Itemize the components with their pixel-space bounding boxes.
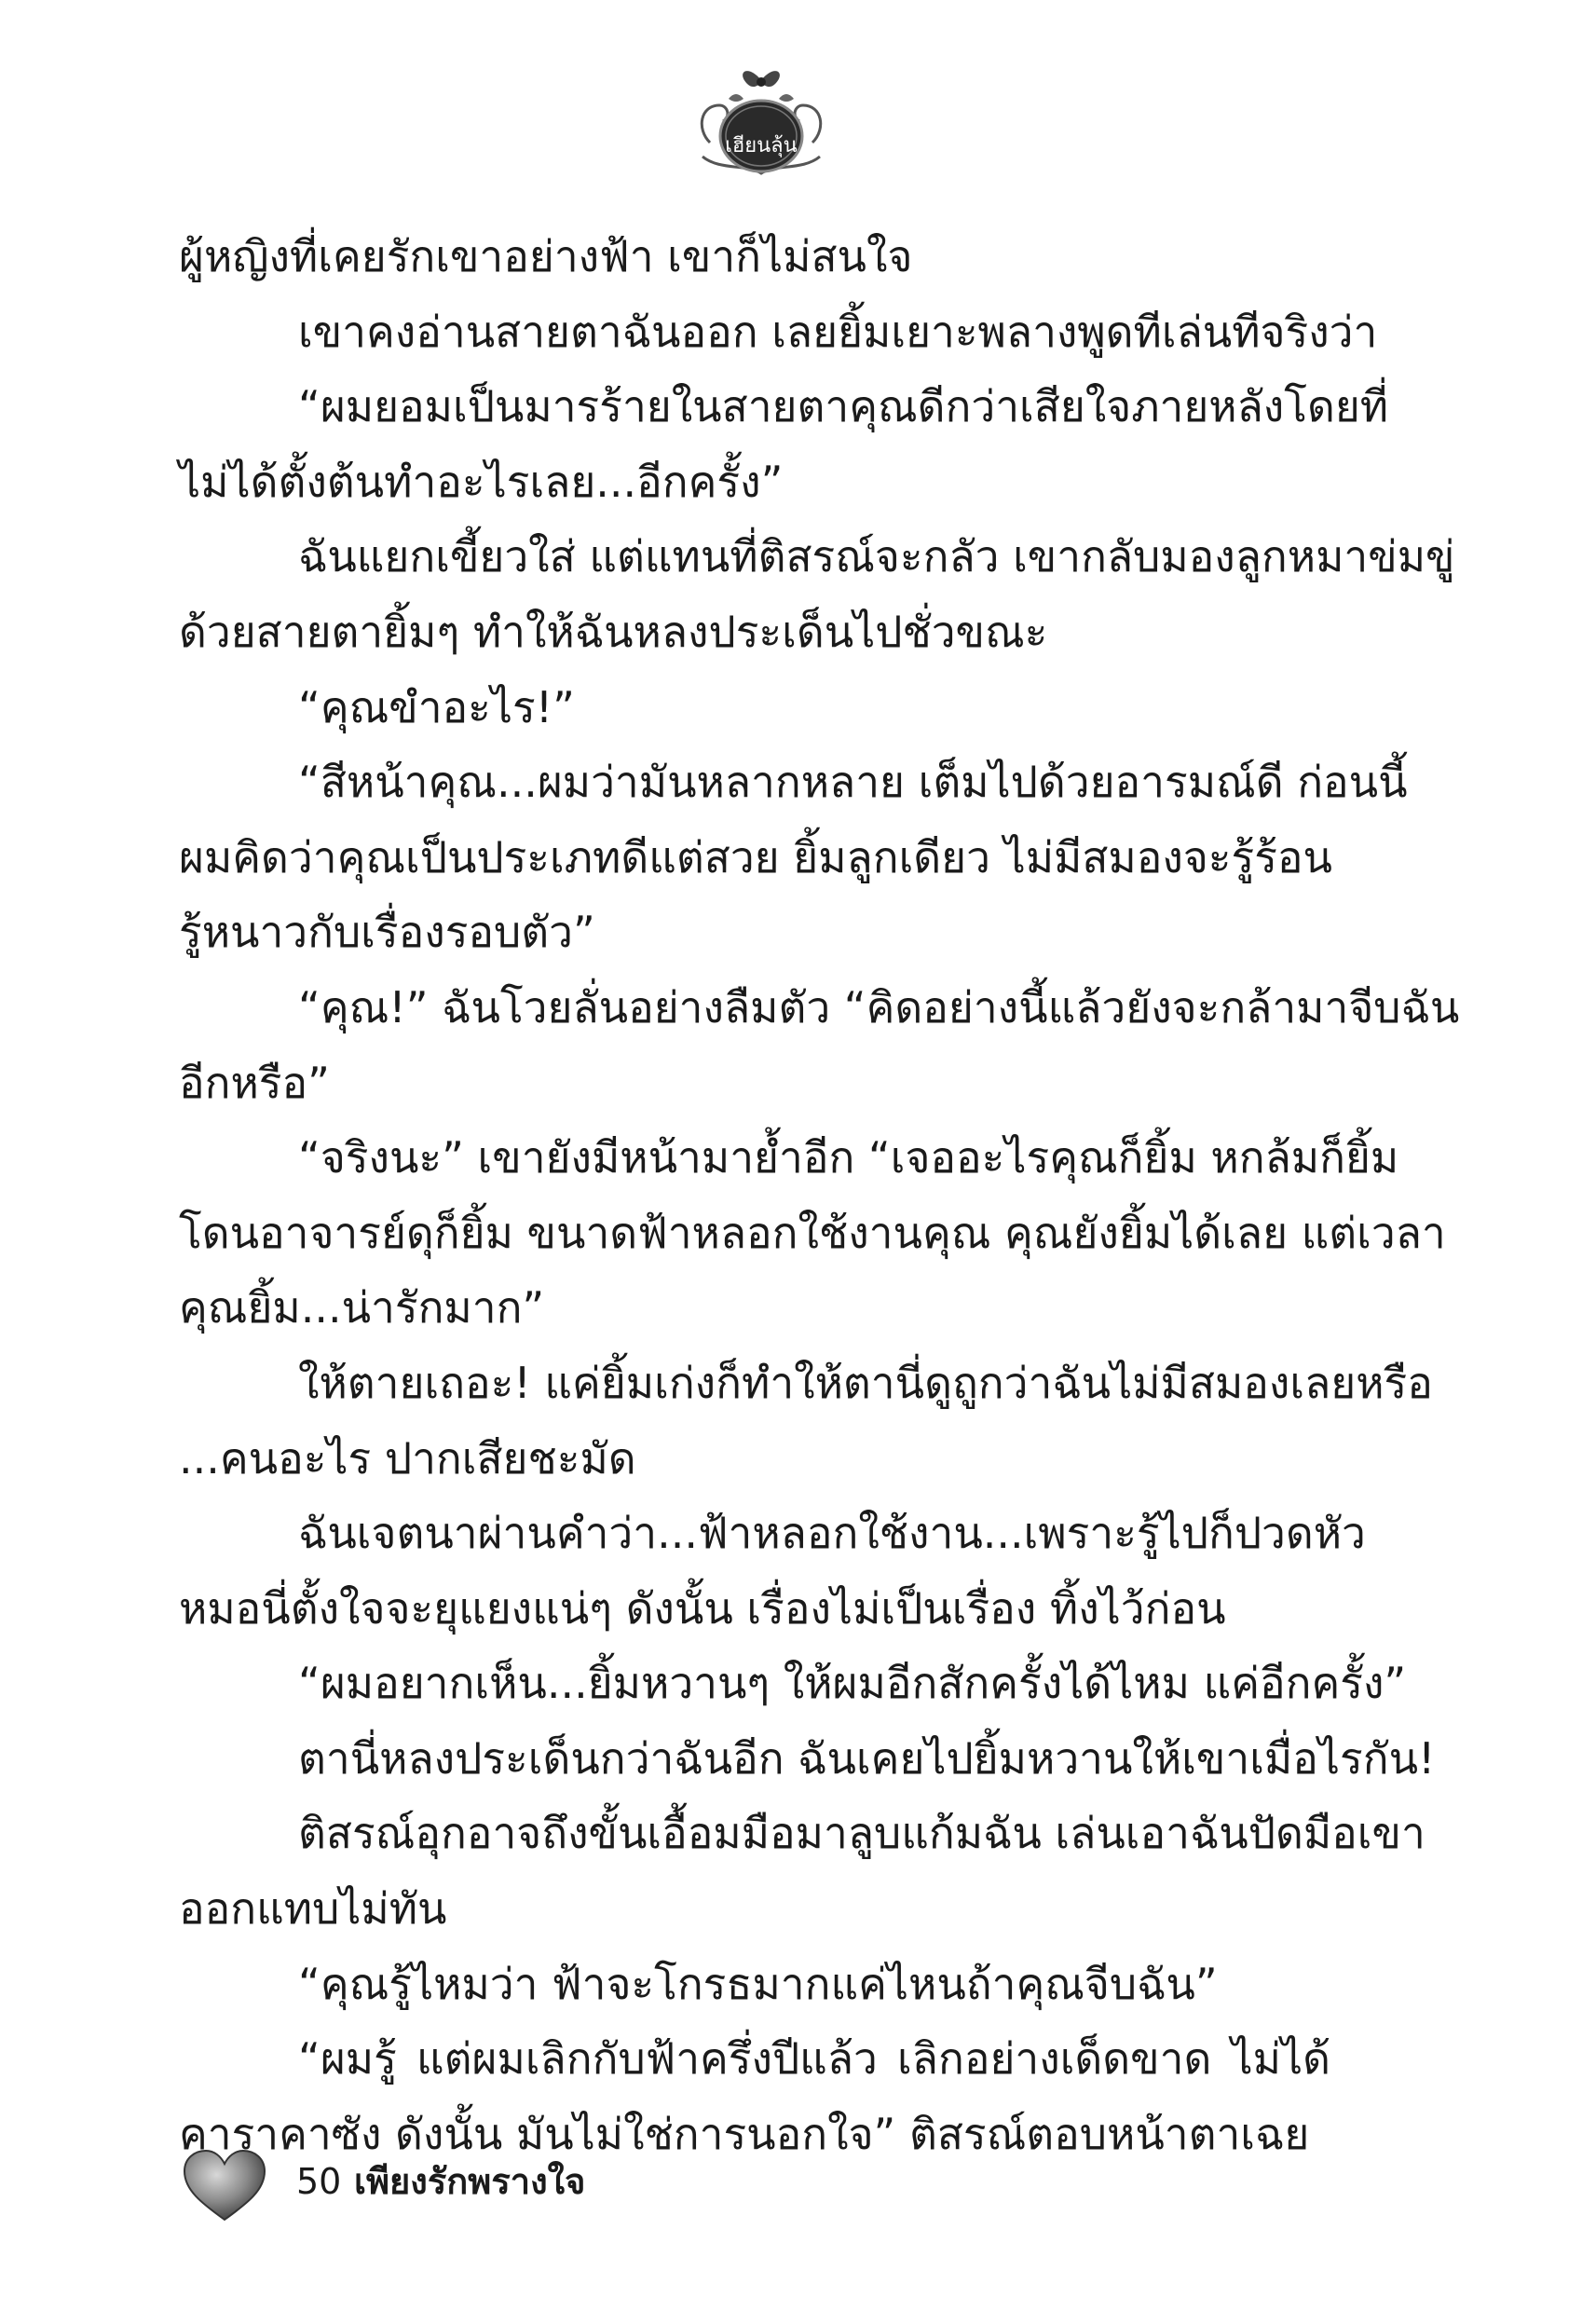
book-title: เพียงรักพรางใจ	[354, 2161, 586, 2202]
logo-text: เฮียนลุ้น	[725, 134, 798, 157]
text-line: “จริงนะ” เขายังมีหน้ามาย้ำอีก “เจออะไรคุณก็ยิ้ม หกล้มก็ยิ้ม	[298, 1132, 1399, 1183]
text-line: “ผมอยากเห็น...ยิ้มหวานๆ ให้ผมอีกสักครั้งได้ไหม แค่อีกครั้ง”	[298, 1658, 1407, 1709]
text-line: ออกแทบไม่ทัน	[179, 1883, 447, 1935]
text-line: “สีหน้าคุณ...ผมว่ามันหลากหลาย เต็มไปด้วยอารมณ์ดี ก่อนนี้	[298, 757, 1408, 808]
text-line: ฉันเจตนาผ่านคำว่า...ฟ้าหลอกใช้งาน...เพราะรู้ไปก็ปวดหัว	[298, 1508, 1366, 1559]
text-line: ...คนอะไร ปากเสียชะมัด	[179, 1432, 636, 1484]
text-line: “คุณขำอะไร!”	[298, 681, 576, 732]
text-line: ไม่ได้ตั้งต้นทำอะไรเลย...อีกครั้ง”	[179, 456, 784, 507]
text-line: อีกหรือ”	[179, 1057, 330, 1108]
text-line: หมอนี่ตั้งใจจะยุแยงแน่ๆ ดังนั้น เรื่องไม่เป็นเรื่อง ทิ้งไว้ก่อน	[179, 1582, 1226, 1634]
text-line: ตานี่หลงประเด็นกว่าฉันอีก ฉันเคยไปยิ้มหวานให้เขาเมื่อไรกัน!	[298, 1732, 1436, 1784]
text-line: ติสรณ์อุกอาจถึงขั้นเอื้อมมือมาลูบแก้มฉัน เล่นเอาฉันปัดมือเขา	[298, 1808, 1425, 1859]
text-line: “คุณ!” ฉันโวยลั่นอย่างลืมตัว “คิดอย่างนี้แล้วยังจะกล้ามาจีบฉัน	[298, 981, 1460, 1032]
text-line: “คุณรู้ไหมว่า ฟ้าจะโกรธมากแค่ไหนถ้าคุณจีบฉัน”	[298, 1958, 1218, 2009]
text-line: คาราคาซัง ดังนั้น มันไม่ใช่การนอกใจ” ติสรณ์ตอบหน้าตาเฉย	[179, 2108, 1310, 2159]
page-footer	[183, 2143, 742, 2218]
heart-icon	[183, 2149, 266, 2223]
text-line: ฉันแยกเขี้ยวใส่ แต่แทนที่ติสรณ์จะกลัว เขากลับมองลูกหมาข่มขู่	[298, 531, 1455, 582]
text-line: รู้หนาวกับเรื่องรอบตัว”	[179, 907, 595, 958]
text-line: ให้ตายเถอะ! แค่ยิ้มเก่งก็ทำให้ตานี่ดูถูกว่าฉันไม่มีสมองเลยหรือ	[298, 1357, 1433, 1408]
text-line: “ผมยอมเป็นมารร้ายในสายตาคุณดีกว่าเสียใจภายหลังโดยที่	[298, 381, 1389, 432]
text-line: คุณยิ้ม...น่ารักมาก”	[179, 1282, 545, 1333]
body-text	[179, 219, 1460, 2171]
page-number: 50	[296, 2161, 342, 2202]
text-line: ผู้หญิงที่เคยรักเขาอย่างฟ้า เขาก็ไม่สนใจ	[179, 231, 913, 281]
text-line: ด้วยสายตายิ้มๆ ทำให้ฉันหลงประเด็นไปชั่วขณะ	[179, 606, 1048, 657]
text-line: ผมคิดว่าคุณเป็นประเภทดีแต่สวย ยิ้มลูกเดียว ไม่มีสมองจะรู้ร้อน	[179, 831, 1332, 882]
text-line: โดนอาจารย์ดุก็ยิ้ม ขนาดฟ้าหลอกใช้งานคุณ คุณยังยิ้มได้เลย แต่เวลา	[179, 1207, 1446, 1258]
text-line: เขาคงอ่านสายตาฉันออก เลยยิ้มเยาะพลางพูดทีเล่นทีจริงว่า	[298, 306, 1378, 357]
ornament-emblem-icon	[691, 54, 831, 185]
text-line: “ผมรู้ แต่ผมเลิกกับฟ้าครึ่งปีแล้ว เลิกอย่างเด็ดขาด ไม่ได้	[298, 2033, 1330, 2085]
publisher-logo	[691, 54, 831, 185]
